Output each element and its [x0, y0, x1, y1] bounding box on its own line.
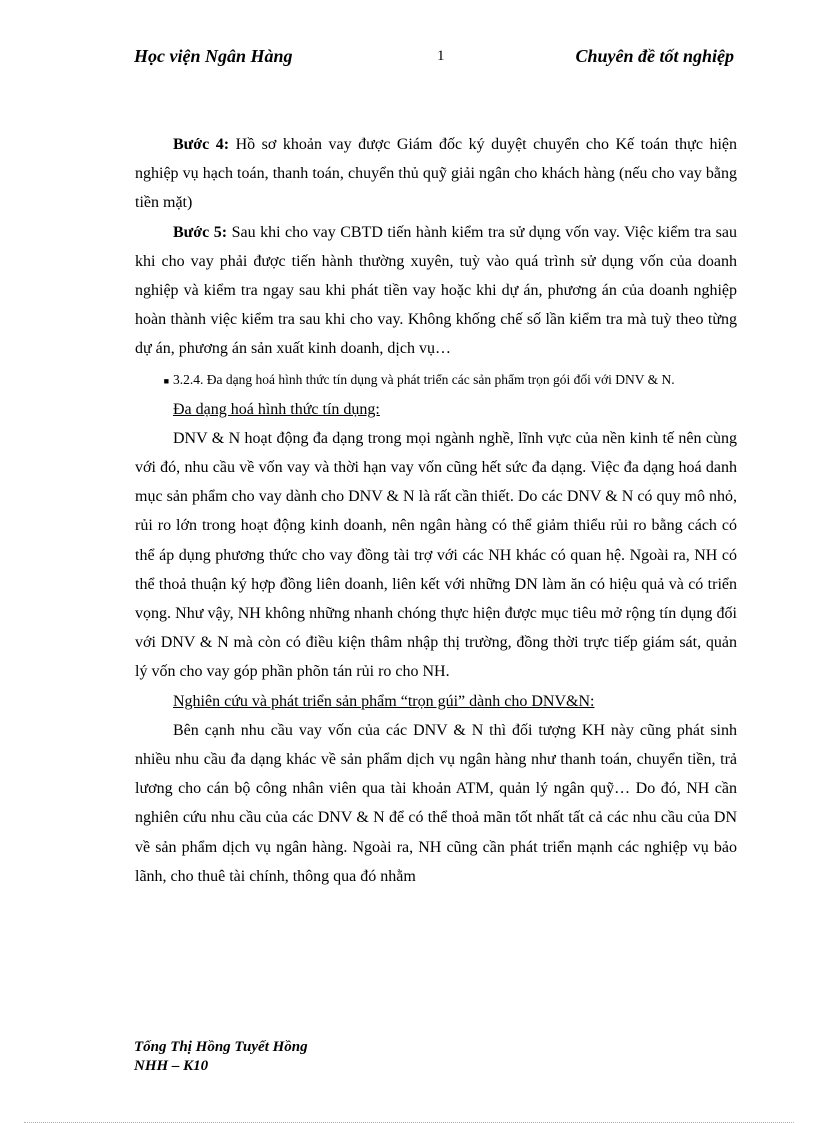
page-body — [135, 130, 737, 891]
subheading-diversify-text: Đa dạng hoá hình thức tín dụng: — [173, 400, 380, 418]
page-number: 1 — [437, 48, 445, 64]
paragraph-package: Bên cạnh nhu cầu vay vốn của các DNV & N thì đối tượng KH này cũng phát sinh nhiều nhu cầu đa dạng khác về sản phẩm dịch vụ ngân hàng như thanh toán, chuyển tiền, trả lương cho cán bộ công nhân viên qua tài khoản ATM, quản lý ngân quỹ… Do đó, NH cần nghiên cứu nhu cầu của các DNV & N để có thể thoả mãn tốt nhất tất cả các nhu cầu của DN về sản phẩm dịch vụ ngân hàng. Ngoài ra, NH cũng cần phát triển mạnh các nghiệp vụ bảo lãnh, cho thuê tài chính, thông qua đó nhằm — [135, 721, 737, 885]
paragraph-diversify: DNV & N hoạt động đa dạng trong mọi ngành nghề, lĩnh vực của nền kinh tế nên cùng với đó, nhu cầu về vốn vay và thời hạn vay vốn cũng hết sức đa dạng. Việc đa dạng hoá danh mục sản phẩm cho vay dành cho DNV & N là rất cần thiết. Do các DNV & N có quy mô nhỏ, rủi ro lớn trong hoạt động kinh doanh, nên ngân hàng có thể giảm thiểu rủi ro bằng cách có thể áp dụng phương thức cho vay đồng tài trợ với các NH khác có quan hệ. Ngoài ra, NH có thể thoả thuận ký hợp đồng liên doanh, liên kết với những DN làm ăn có hiệu quả và có triển vọng. Như vậy, NH không những nhanh chóng thực hiện được mục tiêu mở rộng tín dụng đối với DNV & N mà còn có điều kiện thâm nhập thị trường, đồng thời trực tiếp giám sát, quản lý vốn cho vay góp phần phõn tán rủi ro cho NH. — [135, 429, 737, 681]
paragraph-step-5 — [135, 218, 737, 364]
header-document-type: Chuyên đề tốt nghiệp — [575, 46, 734, 66]
paragraph-step-4 — [135, 130, 737, 218]
subheading-package-text: Nghiên cứu và phát triển sản phẩm “trọn gúi” dành cho DNV&N: — [173, 692, 595, 710]
section-heading-text: 3.2.4. Đa dạng hoá hình thức tín dụng và phát triển các sản phẩm trọn gói đối với DNV & N. — [173, 371, 675, 387]
square-bullet-icon: ■ — [163, 375, 169, 386]
header-institution: Học viện Ngân Hàng — [134, 46, 293, 66]
step-5-label: Bước 5: — [173, 223, 228, 241]
subheading-package — [135, 687, 737, 716]
page-footer — [134, 1038, 308, 1076]
step-4-label: Bước 4: — [173, 136, 230, 153]
footer-author: Tống Thị Hồng Tuyết Hồng — [134, 1039, 308, 1055]
footer-class: NHH – K10 — [134, 1058, 209, 1074]
subheading-diversify — [135, 395, 737, 424]
page-header — [0, 46, 816, 76]
section-heading — [135, 366, 737, 395]
step-5-text: Sau khi cho vay CBTD tiến hành kiểm tra sử dụng vốn vay. Việc kiểm tra sau khi cho vay phải được tiến hành thường xuyên, tuỳ vào quá trình sử dụng vốn của doanh nghiệp và kiểm tra ngay sau khi phát tiền vay hoặc khi dự án, phương án của doanh nghiệp hoàn thành việc kiểm tra sau khi cho vay. Không khống chế số lần kiểm tra mà tuỳ theo từng dự án, phương án sản xuất kinh doanh, dịch vụ… — [135, 223, 738, 358]
step-4-text: Hồ sơ khoản vay được Giám đốc ký duyệt chuyển cho Kế toán thực hiện nghiệp vụ hạch toán, thanh toán, chuyển thủ quỹ giải ngân cho khách hàng (nếu cho vay bằng tiền mặt) — [135, 136, 738, 212]
